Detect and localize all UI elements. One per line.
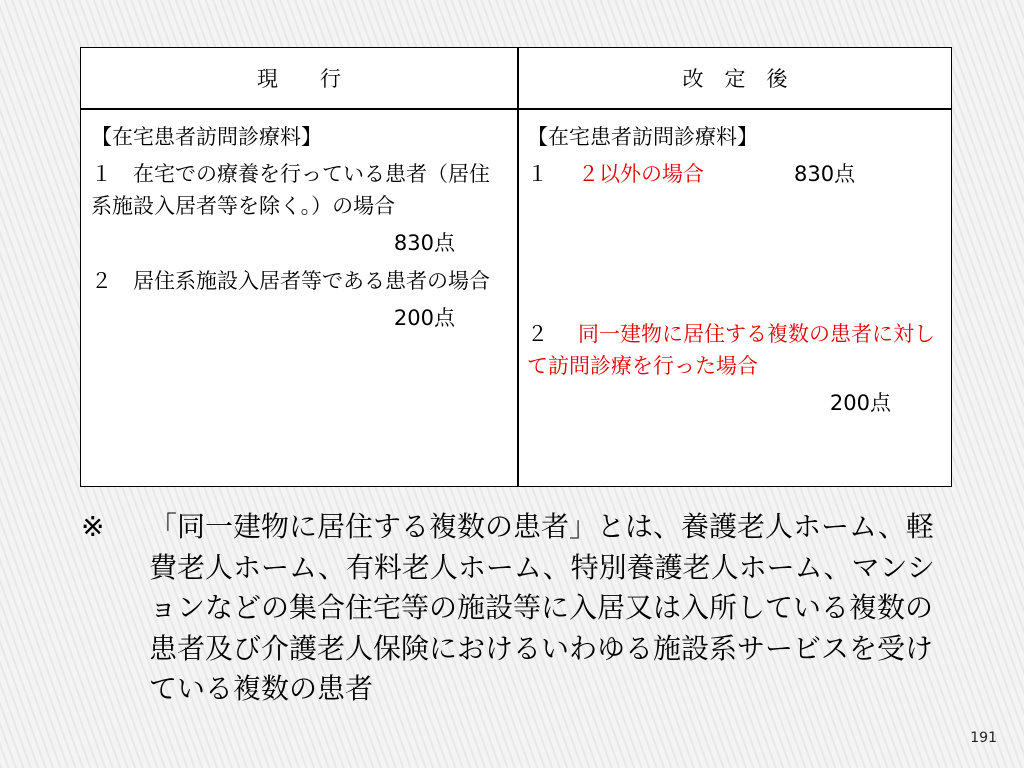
revised-item1 <box>527 158 943 318</box>
revised-cell <box>517 109 953 419</box>
revised-item2-number: ２ <box>527 321 548 346</box>
revised-item1-number: １ <box>527 161 548 186</box>
note-mark: ※ <box>81 510 105 543</box>
current-item2-points: 200点 <box>393 305 455 330</box>
footnote <box>81 507 945 710</box>
note-text: 「同一建物に居住する複数の患者」とは、養護老人ホーム、軽費老人ホーム、有料老人ホーム、特別養護老人ホーム、マンションなどの集合住宅等の施設等に入居又は入所している複数の患者及び介護老人保険におけるいわゆる施設系サービスを受けている複数の患者 <box>149 510 935 706</box>
current-item1-text: １ 在宅での療養を行っている患者（居住系施設入居者等を除く。）の場合 <box>91 161 490 219</box>
revised-item1-points: 830点 <box>794 161 856 186</box>
current-item2-text: ２ 居住系施設入居者等である患者の場合 <box>91 269 490 294</box>
comparison-table <box>80 47 952 487</box>
revised-section-title: 【在宅患者訪問診療料】 <box>527 125 758 149</box>
revised-item2-text: 同一建物に居住する複数の患者に対して訪問診療を行った場合 <box>527 321 935 379</box>
current-item1-points: 830点 <box>393 230 455 255</box>
page-number: 191 <box>970 730 997 746</box>
current-cell <box>81 109 517 334</box>
header-revised: 改 定 後 <box>682 67 788 91</box>
revised-item2 <box>527 318 943 383</box>
revised-item1-text: ２以外の場合 <box>578 161 704 186</box>
current-section-title: 【在宅患者訪問診療料】 <box>91 125 322 149</box>
header-current: 現 行 <box>257 67 341 91</box>
revised-item2-points: 200点 <box>829 390 891 415</box>
